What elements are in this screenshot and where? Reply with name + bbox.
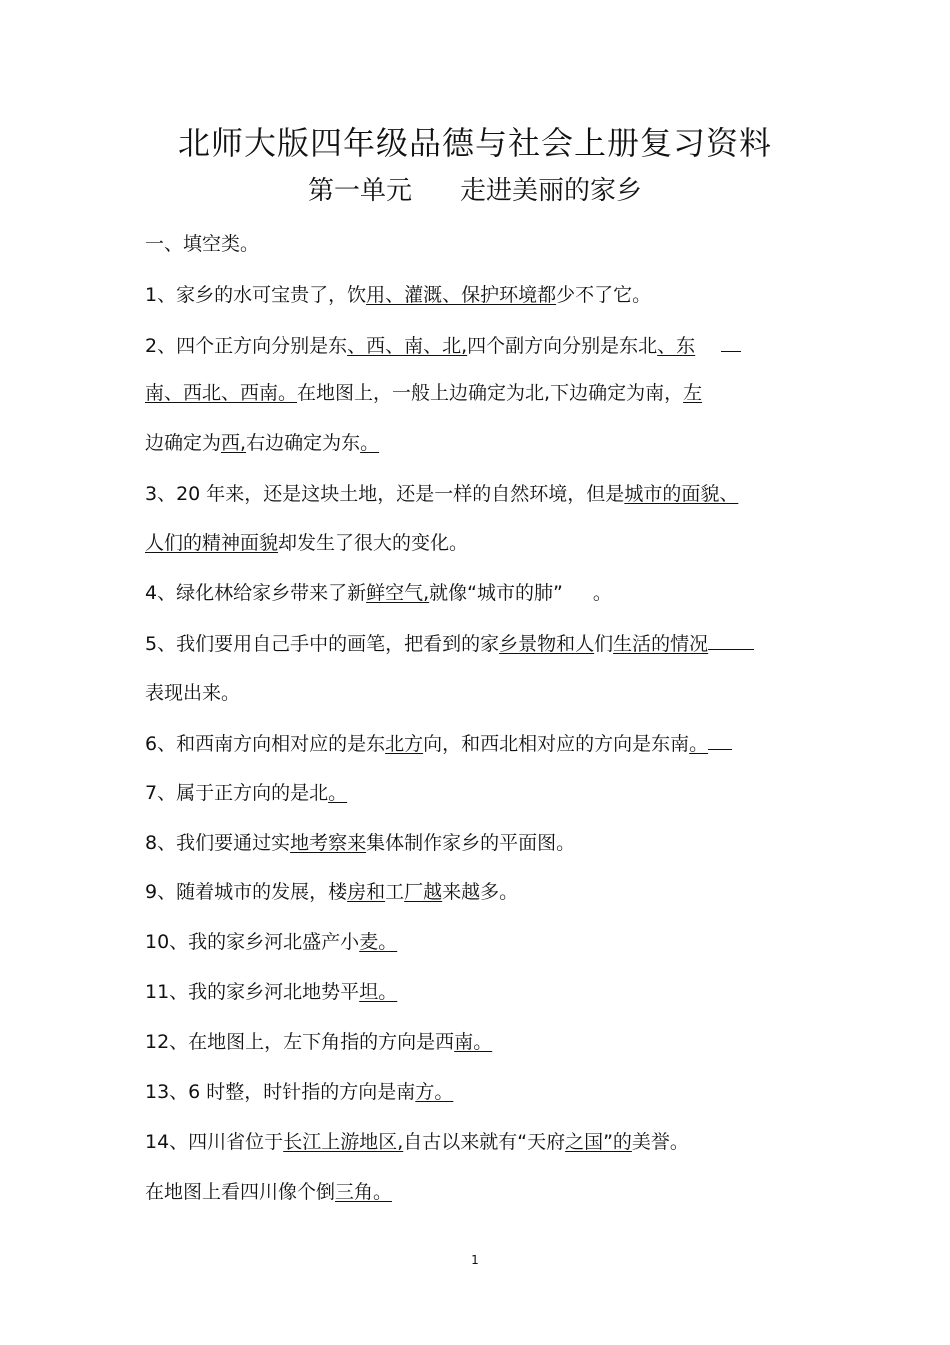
answer: 。 — [689, 733, 709, 755]
answer: 麦。 — [359, 931, 398, 953]
unit-name: 走进美丽的家乡 — [460, 176, 643, 206]
section-heading: 一、填空类。 — [145, 233, 260, 255]
question-5-line-1: 5、我们要用自己手中的画笔，把看到的家乡景物和人们生活的情况 — [145, 631, 754, 656]
answer: 之国”的 — [565, 1131, 632, 1153]
question-13: 13、6 时整，时针指的方向是南方。 — [145, 1081, 454, 1103]
answer: 厂越 — [404, 881, 443, 903]
question-14-line-1: 14、四川省位于长江上游地区,自古以来就有“天府之国”的美誉。 — [145, 1131, 689, 1153]
answer: 城市的面貌、 — [624, 483, 739, 505]
question-7: 7、属于正方向的是北。 — [145, 782, 348, 804]
unit-label: 第一单元 — [307, 176, 412, 206]
answer: 方。 — [415, 1081, 454, 1103]
question-8: 8、我们要通过实地考察来集体制作家乡的平面图。 — [145, 832, 576, 854]
answer: 乡景物和人 — [499, 633, 595, 655]
page-number: 1 — [471, 1253, 479, 1267]
answer: 。 — [360, 432, 380, 454]
question-1: 1、家乡的水可宝贵了，饮用、灌溉、保护环境都少不了它。 — [145, 284, 652, 306]
answer: 坦。 — [359, 981, 398, 1003]
answer: 长江上游地区, — [283, 1131, 404, 1153]
answer: 生活的情况 — [613, 633, 709, 655]
answer: 西, — [221, 432, 247, 454]
answer: 北方 — [385, 733, 424, 755]
answer: 左 — [683, 382, 703, 404]
answer: 人们的精神面貌 — [145, 532, 279, 554]
answer: 、西、南、北, — [347, 335, 468, 357]
document-title: 北师大版四年级品德与社会上册复习资料 — [177, 124, 772, 162]
answer: 地考察来 — [290, 832, 367, 854]
answer: 南、西北、西南。 — [145, 382, 298, 404]
question-2-line-1: 2、四个正方向分别是东、西、南、北,四个副方向分别是东北、东 — [145, 333, 741, 358]
answer: 、东 — [657, 335, 696, 357]
question-3-line-2: 人们的精神面貌却发生了很大的变化。 — [145, 532, 469, 554]
question-14-line-2: 在地图上看四川像个倒三角。 — [145, 1181, 393, 1203]
answer: 鲜空气, — [366, 582, 430, 604]
question-10: 10、我的家乡河北盛产小麦。 — [145, 931, 398, 953]
answer: 。 — [328, 782, 348, 804]
question-2-line-3: 边确定为西,右边确定为东。 — [145, 432, 380, 454]
unit-heading — [0, 170, 950, 207]
question-9: 9、随着城市的发展，楼房和工厂越来越多。 — [145, 881, 519, 903]
question-5-line-2: 表现出来。 — [145, 682, 241, 704]
answer: 南。 — [454, 1031, 493, 1053]
answer: 用、灌溉、保护环境都 — [366, 284, 557, 306]
question-12: 12、在地图上，左下角指的方向是西南。 — [145, 1031, 493, 1053]
answer: 三角。 — [335, 1181, 393, 1203]
question-3-line-1: 3、20 年来，还是这块土地，还是一样的自然环境，但是城市的面貌、 — [145, 483, 739, 505]
question-11: 11、我的家乡河北地势平坦。 — [145, 981, 398, 1003]
question-4: 4、绿化林给家乡带来了新鲜空气,就像“城市的肺” 。 — [145, 582, 612, 604]
question-2-line-2: 南、西北、西南。在地图上，一般上边确定为北,下边确定为南，左 — [145, 382, 703, 404]
answer: 房和 — [347, 881, 386, 903]
question-6: 6、和西南方向相对应的是东北方向，和西北相对应的方向是东南。 — [145, 731, 732, 756]
